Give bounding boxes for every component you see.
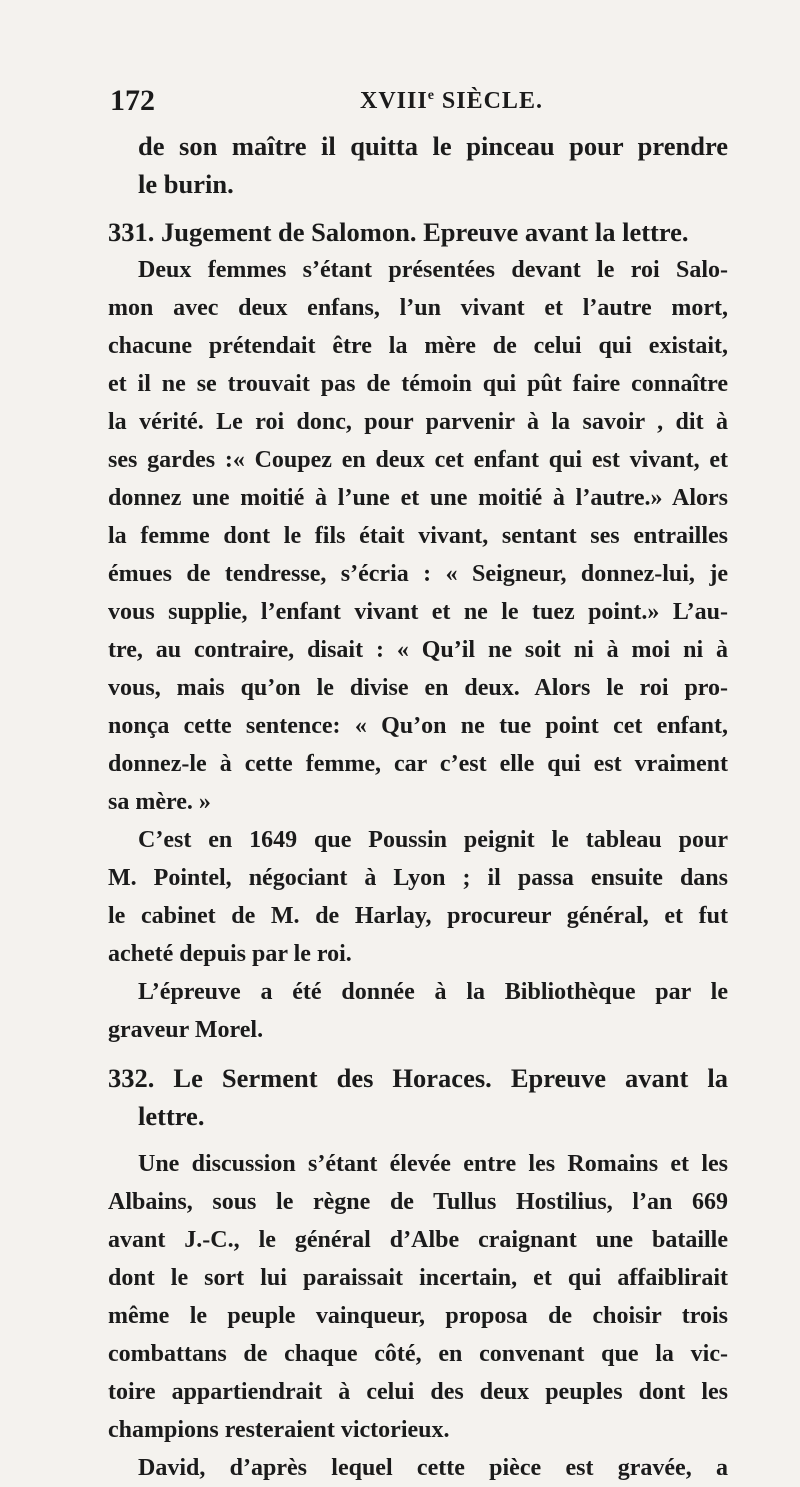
- text-line: donnez une moitié à l’une et une moitié à l’autre.» Alors: [108, 485, 728, 511]
- text-line: champions resteraient victorieux.: [108, 1417, 450, 1443]
- text-line: sa mère. »: [108, 789, 211, 815]
- page-text: [108, 127, 729, 1487]
- text-line: la femme dont le fils était vivant, sentant ses entrailles: [108, 523, 728, 549]
- text-line: nonça cette sentence: « Qu’on ne tue point cet enfant,: [108, 713, 728, 739]
- text-line: M. Pointel, négociant à Lyon ; il passa ensuite dans: [108, 865, 728, 891]
- text-line: combattans de chaque côté, en convenant que la vic-: [108, 1341, 728, 1367]
- text-line: Une discussion s’étant élevée entre les Romains et les: [138, 1151, 728, 1177]
- text-line: graveur Morel.: [108, 1017, 264, 1043]
- page-header: [110, 84, 730, 124]
- text-line: toire appartiendrait à celui des deux peuples dont les: [108, 1379, 728, 1405]
- text-line: Deux femmes s’étant présentées devant le roi Salo-: [138, 257, 728, 283]
- text-line: avant J.-C., le général d’Albe craignant une bataille: [108, 1227, 728, 1253]
- catalog-entry-332-continued: lettre.: [138, 1101, 205, 1131]
- page-number: 172: [110, 84, 155, 117]
- text-line: de son maître il quitta le pinceau pour prendre: [138, 131, 728, 161]
- text-line: la vérité. Le roi donc, pour parvenir à la savoir , dit à: [108, 409, 728, 435]
- text-line: Albains, sous le règne de Tullus Hostilius, l’an 669: [108, 1189, 728, 1215]
- text-line: ses gardes :« Coupez en deux cet enfant qui est vivant, et: [108, 447, 728, 473]
- running-title: XVIIIe SIÈCLE.: [360, 88, 543, 114]
- text-line: acheté depuis par le roi.: [108, 941, 352, 967]
- text-line: donnez-le à cette femme, car c’est elle qui est vraiment: [108, 751, 728, 777]
- text-line: L’épreuve a été donnée à la Bibliothèque par le: [138, 979, 728, 1005]
- text-line: le burin.: [138, 169, 234, 199]
- text-line: et il ne se trouvait pas de témoin qui pût faire connaître: [108, 371, 728, 397]
- text-line: dont le sort lui paraissait incertain, et qui affaiblirait: [108, 1265, 728, 1291]
- text-line: émues de tendresse, s’écria : « Seigneur, donnez-lui, je: [108, 561, 728, 587]
- text-line: tre, au contraire, disait : « Qu’il ne soit ni à moi ni à: [108, 637, 728, 663]
- text-line: vous, mais qu’on le divise en deux. Alors le roi pro-: [108, 675, 728, 701]
- text-line: mon avec deux enfans, l’un vivant et l’autre mort,: [108, 295, 728, 321]
- catalog-entry-331: 331. Jugement de Salomon. Epreuve avant la lettre.: [108, 217, 689, 247]
- text-line: le cabinet de M. de Harlay, procureur général, et fut: [108, 903, 728, 929]
- text-line: même le peuple vainqueur, proposa de choisir trois: [108, 1303, 728, 1329]
- text-line: David, d’après lequel cette pièce est gravée, a: [138, 1455, 728, 1481]
- text-line: vous supplie, l’enfant vivant et ne le tuez point.» L’au-: [108, 599, 728, 625]
- text-line: C’est en 1649 que Poussin peignit le tableau pour: [138, 827, 728, 853]
- catalog-entry-332: 332. Le Serment des Horaces. Epreuve avant la: [108, 1063, 729, 1093]
- text-line: chacune prétendait être la mère de celui qui existait,: [108, 333, 728, 359]
